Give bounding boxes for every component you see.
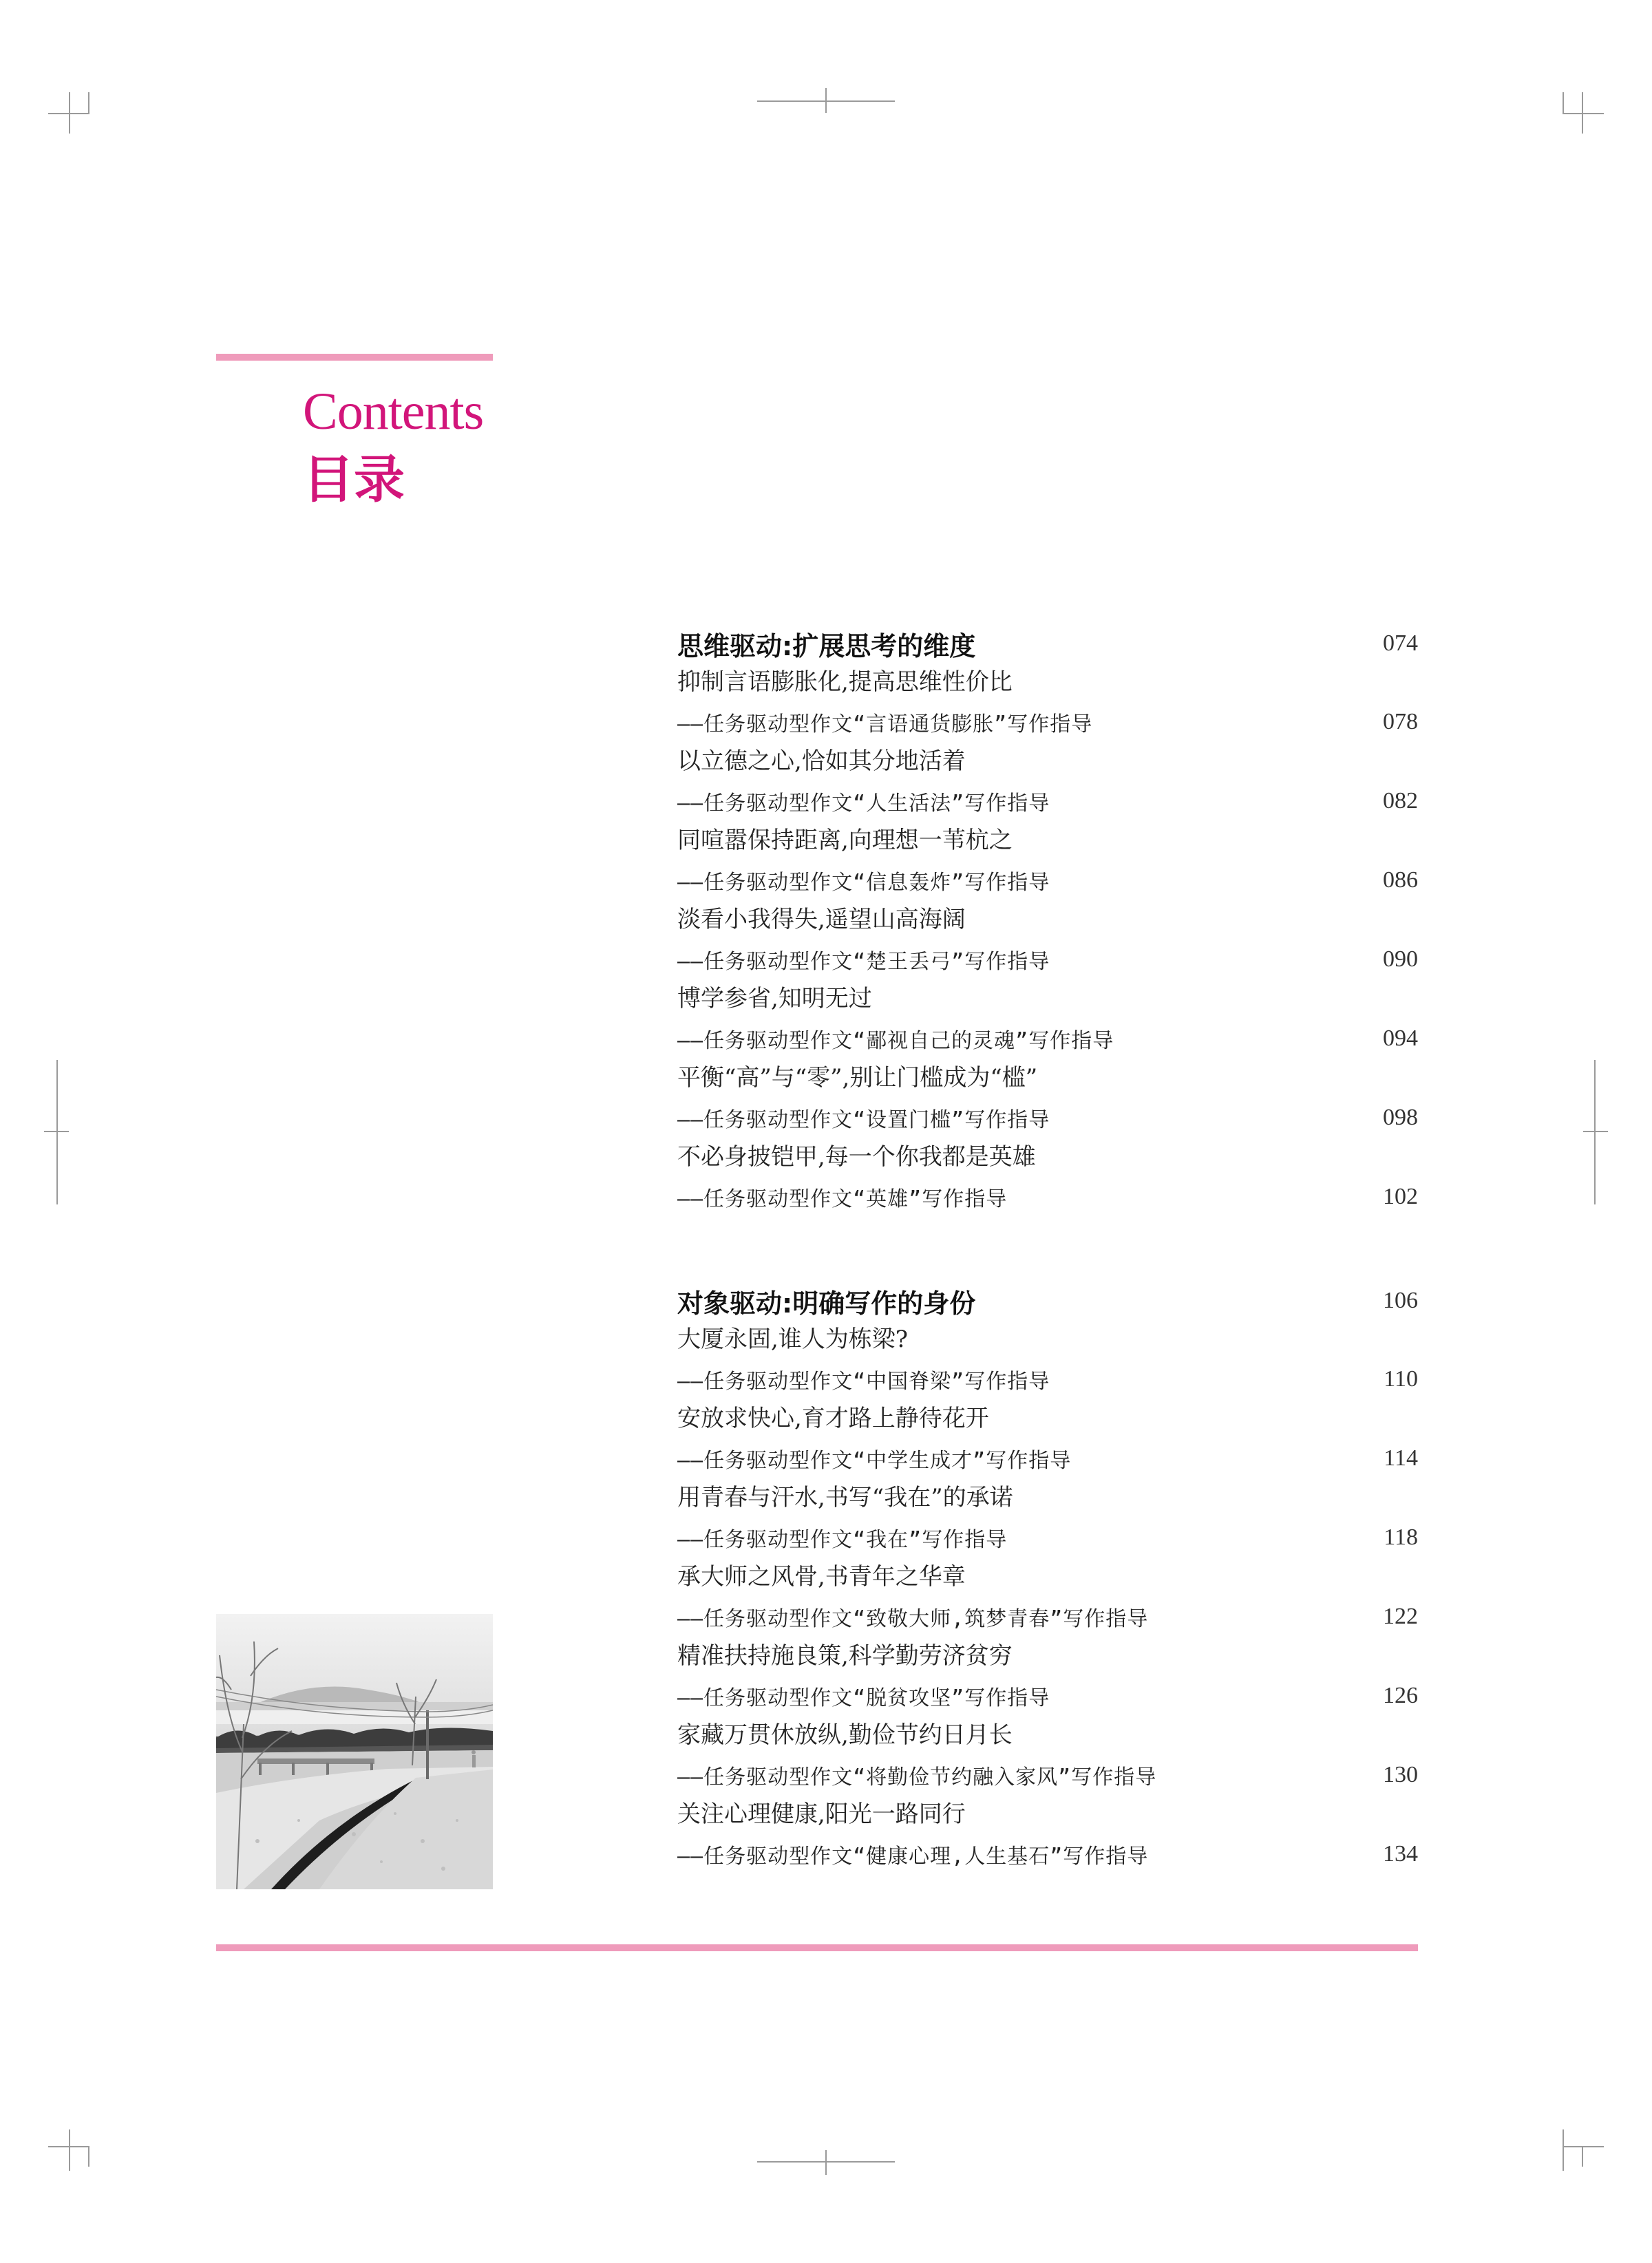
entry-subtitle-row — [677, 861, 1418, 901]
entry-subtitle: ——任务驱动型作文“言语通货膨胀”写作指导 — [677, 712, 1093, 737]
entry-title: 家藏万贯休放纵,勤俭节约日月长 — [677, 1721, 1013, 1749]
entry-subtitle-row — [677, 1518, 1418, 1558]
page-number: 114 — [1384, 1445, 1418, 1472]
entry-title: 以立德之心,恰如其分地活着 — [677, 747, 966, 775]
toc-entry[interactable] — [677, 1637, 1418, 1716]
page-number: 130 — [1383, 1762, 1418, 1788]
toc-entry[interactable] — [677, 979, 1418, 1059]
entry-subtitle: ——任务驱动型作文“将勤俭节约融入家风”写作指导 — [677, 1765, 1157, 1790]
page-number: 098 — [1383, 1105, 1418, 1131]
page-number: 126 — [1383, 1683, 1418, 1709]
toc-section-1 — [677, 624, 1418, 1217]
contents-heading-chinese: 目录 — [303, 450, 405, 509]
entry-title: 博学参省,知明无过 — [677, 985, 872, 1012]
entry-subtitle: ——任务驱动型作文“信息轰炸”写作指导 — [677, 871, 1050, 895]
section-heading[interactable] — [677, 624, 1418, 663]
entry-subtitle: ——任务驱动型作文“鄙视自己的灵魂”写作指导 — [677, 1029, 1114, 1054]
entry-subtitle-row — [677, 1677, 1418, 1717]
entry-title: 大厦永固,谁人为栋梁? — [677, 1326, 909, 1353]
entry-title: 安放求快心,育才路上静待花开 — [677, 1405, 989, 1432]
page-number: 078 — [1383, 709, 1418, 735]
entry-title: 抑制言语膨胀化,提高思维性价比 — [677, 668, 1013, 696]
entry-subtitle: ——任务驱动型作文“楚王丢弓”写作指导 — [677, 950, 1050, 975]
page-number: 118 — [1384, 1524, 1418, 1551]
page-number: 134 — [1383, 1841, 1418, 1867]
section-title: 对象驱动:明确写作的身份 — [677, 1288, 976, 1319]
entry-title: 用青春与汗水,书写“我在”的承诺 — [677, 1484, 1013, 1511]
toc-entry[interactable] — [677, 1059, 1418, 1138]
entry-subtitle: ——任务驱动型作文“中国脊梁”写作指导 — [677, 1370, 1050, 1394]
entry-subtitle-row — [677, 1756, 1418, 1796]
entry-subtitle: ——任务驱动型作文“脱贫攻坚”写作指导 — [677, 1686, 1050, 1711]
entry-subtitle-row — [677, 703, 1418, 743]
toc-entry[interactable] — [677, 1320, 1418, 1399]
entry-list — [677, 1320, 1418, 1874]
section-heading[interactable] — [677, 1282, 1418, 1320]
toc-entry[interactable] — [677, 1399, 1418, 1478]
page-number: 074 — [1383, 630, 1418, 656]
entry-subtitle: ——任务驱动型作文“健康心理,人生基石”写作指导 — [677, 1845, 1149, 1869]
toc-entry[interactable] — [677, 1478, 1418, 1558]
page-number: 122 — [1383, 1604, 1418, 1630]
landscape-illustration — [216, 1614, 493, 1889]
entry-list — [677, 663, 1418, 1217]
toc-entry[interactable] — [677, 900, 1418, 979]
entry-subtitle-row — [677, 1019, 1418, 1059]
entry-subtitle-row — [677, 1098, 1418, 1138]
page-number: 110 — [1384, 1366, 1418, 1392]
toc-entry[interactable] — [677, 1558, 1418, 1637]
page-number: 094 — [1383, 1026, 1418, 1052]
entry-subtitle: ——任务驱动型作文“我在”写作指导 — [677, 1528, 1008, 1553]
bottom-accent-bar — [216, 1944, 1418, 1951]
entry-title: 平衡“高”与“零”,别让门槛成为“槛” — [677, 1064, 1038, 1092]
toc-entry[interactable] — [677, 1716, 1418, 1795]
entry-subtitle: ——任务驱动型作文“英雄”写作指导 — [677, 1187, 1008, 1212]
entry-subtitle: ——任务驱动型作文“人生活法”写作指导 — [677, 791, 1050, 816]
entry-title: 淡看小我得失,遥望山高海阔 — [677, 906, 966, 933]
toc-section-2 — [677, 1282, 1418, 1874]
page-number: 090 — [1383, 946, 1418, 973]
entry-subtitle: ——任务驱动型作文“设置门槛”写作指导 — [677, 1108, 1050, 1133]
page-number: 102 — [1383, 1184, 1418, 1210]
entry-subtitle-row — [677, 1360, 1418, 1400]
entry-subtitle-row — [677, 1178, 1418, 1218]
page-number: 082 — [1383, 788, 1418, 814]
entry-subtitle: ——任务驱动型作文“致敬大师,筑梦青春”写作指导 — [677, 1607, 1149, 1632]
entry-title: 同喧嚣保持距离,向理想一苇杭之 — [677, 827, 1013, 854]
toc-entry[interactable] — [677, 821, 1418, 900]
entry-subtitle-row — [677, 1439, 1418, 1479]
entry-title: 精准扶持施良策,科学勤劳济贫穷 — [677, 1642, 1013, 1670]
toc-entry[interactable] — [677, 663, 1418, 742]
entry-title: 承大师之风骨,书青年之华章 — [677, 1563, 966, 1591]
page-number: 106 — [1383, 1288, 1418, 1313]
entry-subtitle-row — [677, 1835, 1418, 1875]
entry-subtitle-row — [677, 782, 1418, 822]
entry-subtitle-row — [677, 940, 1418, 980]
toc-entry[interactable] — [677, 1138, 1418, 1217]
toc-entry[interactable] — [677, 1795, 1418, 1874]
entry-subtitle-row — [677, 1597, 1418, 1637]
toc-entry[interactable] — [677, 742, 1418, 821]
entry-title: 关注心理健康,阳光一路同行 — [677, 1800, 966, 1828]
entry-subtitle: ——任务驱动型作文“中学生成才”写作指导 — [677, 1449, 1072, 1474]
top-accent-bar — [216, 354, 493, 361]
contents-heading-english: Contents — [303, 383, 484, 440]
page-number: 086 — [1383, 867, 1418, 893]
entry-title: 不必身披铠甲,每一个你我都是英雄 — [677, 1143, 1036, 1171]
section-title: 思维驱动:扩展思考的维度 — [677, 630, 976, 661]
